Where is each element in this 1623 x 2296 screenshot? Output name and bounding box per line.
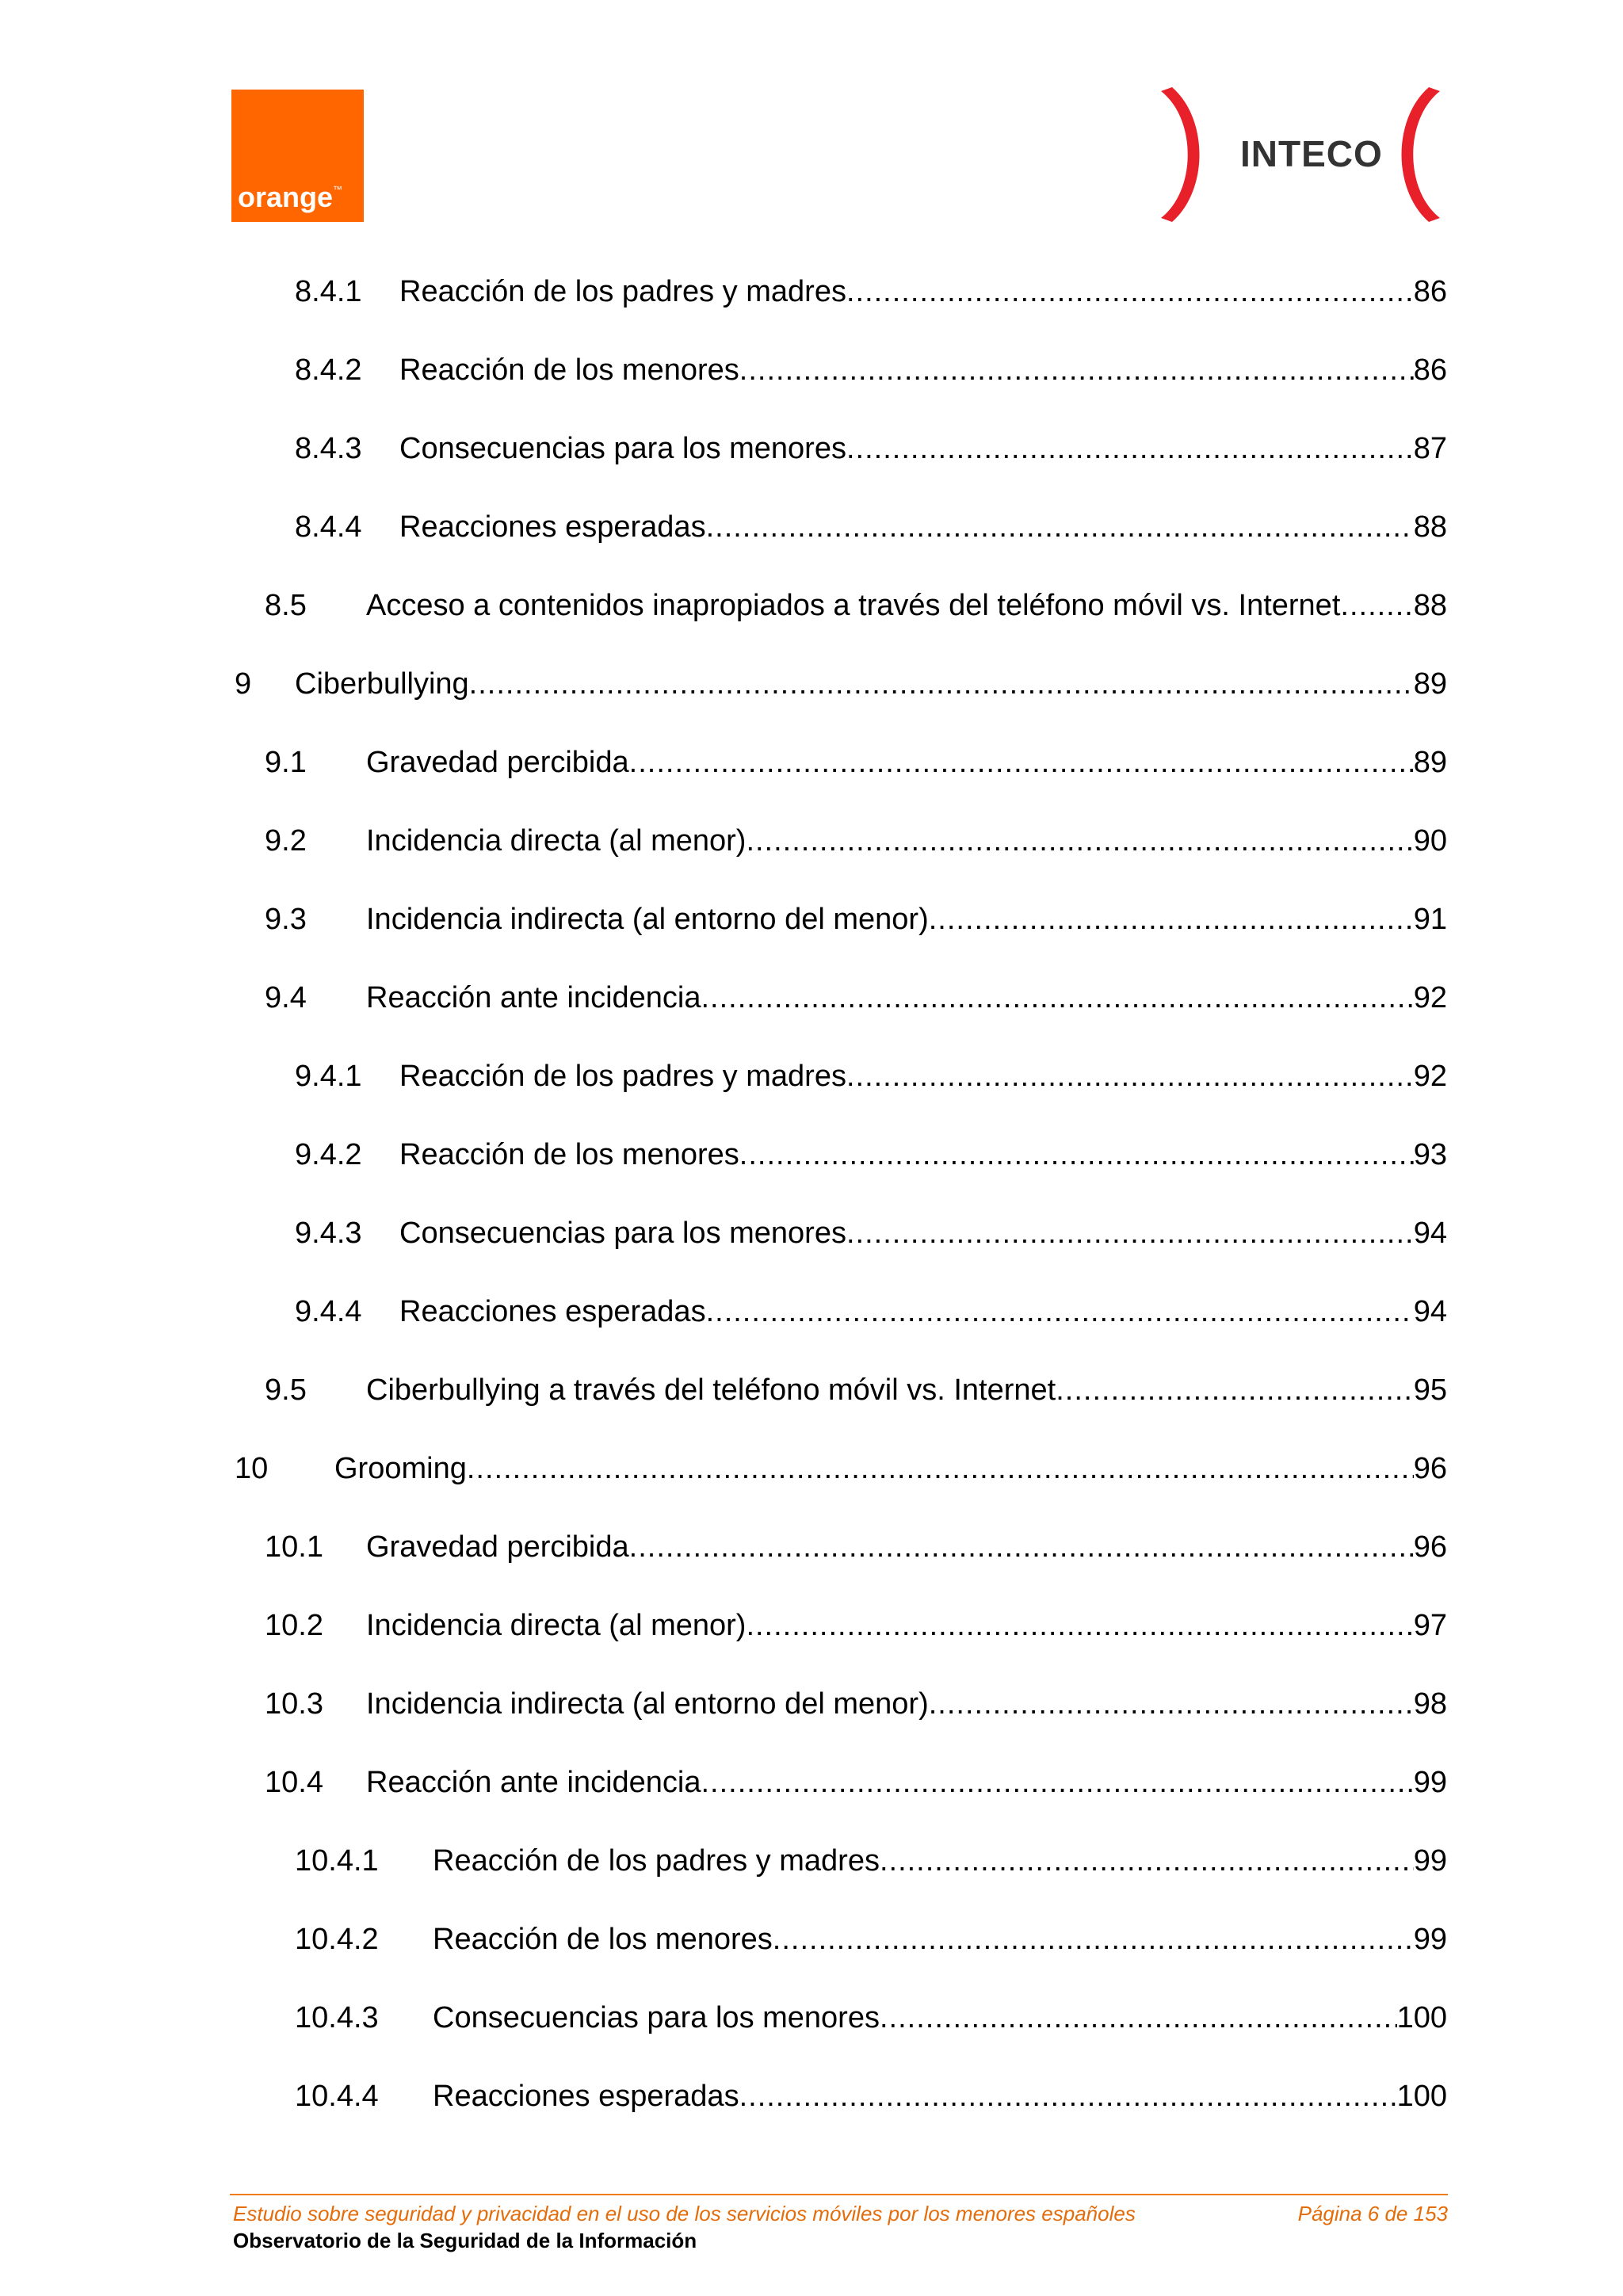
toc-entry-title: Reacción ante incidencia [366,981,701,1014]
toc-entry-number: 9.4.4 [295,1295,362,1328]
toc-entry[interactable] [295,272,1447,311]
toc-entry-title: Reacción de los menores [399,353,739,387]
toc-entry-number: 9.4.1 [295,1060,362,1093]
toc-entry-number: 9.1 [265,746,307,779]
toc-entry-number: 8.4.2 [295,353,362,387]
toc-entry-number: 8.4.4 [295,510,362,544]
toc-entry-number: 9 [235,667,252,701]
toc-entry-number: 10.4.4 [295,2080,379,2113]
toc-entry-title: Incidencia directa (al menor) [366,1609,747,1642]
inteco-logo [1153,87,1446,222]
toc-entry-leader [739,2076,1397,2116]
inteco-logo-text: INTECO [1240,133,1383,174]
inteco-right-bracket-icon [1402,87,1441,222]
toc-entry-leader [929,1684,1414,1724]
toc-entry[interactable] [295,1135,1447,1175]
toc-entry[interactable] [295,1213,1447,1253]
toc-entry[interactable] [265,978,1447,1018]
inteco-left-bracket-icon [1161,87,1200,222]
toc-entry-number: 10.4 [265,1766,323,1799]
toc-entry[interactable] [265,743,1447,782]
toc-entry-leader [773,1920,1414,1959]
toc-entry-leader [469,664,1414,704]
toc-entry-title: Reacción de los menores [399,1138,739,1171]
toc-entry[interactable] [295,429,1447,468]
toc-entry-page: 93 [1413,1138,1447,1171]
toc-entry-page: 99 [1413,1844,1447,1878]
toc-entry[interactable] [235,664,1447,704]
toc-entry-leader [846,429,1414,468]
toc-entry-title: Reacción de los padres y madres [399,1060,846,1093]
toc-entry-title: Reacción de los padres y madres [433,1844,880,1878]
toc-entry[interactable] [295,507,1447,547]
toc-entry-leader [739,1135,1414,1175]
toc-entry[interactable] [295,1056,1447,1096]
toc-entry-title: Consecuencias para los menores [399,432,846,465]
toc-entry[interactable] [295,2076,1447,2116]
toc-entry-number: 9.4.3 [295,1217,362,1250]
toc-entry-page: 99 [1413,1766,1447,1799]
toc-entry-title: Reacciones esperadas [399,510,706,544]
toc-entry[interactable] [265,1527,1447,1567]
toc-entry-page: 100 [1396,2080,1447,2113]
toc-entry[interactable] [265,1370,1447,1410]
toc-entry-page: 92 [1413,981,1447,1014]
toc-entry-number: 9.3 [265,903,307,936]
toc-entry-title: Ciberbullying [295,667,469,701]
toc-entry-page: 97 [1413,1609,1447,1642]
toc-entry-title: Reacción de los menores [433,1923,773,1956]
toc-entry-title: Consecuencias para los menores [399,1217,846,1250]
toc-entry-number: 9.4 [265,981,307,1014]
toc-entry-leader [1056,1370,1414,1410]
toc-entry-leader [706,507,1414,547]
toc-entry-leader [746,821,1413,861]
toc-entry-page: 92 [1413,1060,1447,1093]
toc-entry-number: 8.4.1 [295,275,362,308]
toc-entry-leader [467,1449,1414,1488]
toc-entry[interactable] [235,1449,1447,1488]
toc-entry[interactable] [295,1920,1447,1959]
toc-entry-title: Consecuencias para los menores [433,2001,880,2034]
toc-entry-leader [746,1606,1413,1645]
toc-entry-number: 10.2 [265,1609,323,1642]
toc-entry-title: Gravedad percibida [366,746,629,779]
toc-entry-number: 9.4.2 [295,1138,362,1171]
orange-logo-text: orange™ [238,181,343,213]
toc-entry-title: Incidencia indirecta (al entorno del menor) [366,1687,929,1721]
toc-entry[interactable] [265,1606,1447,1645]
toc-entry-leader [629,1527,1414,1567]
toc-entry-number: 10.1 [265,1530,323,1564]
toc-entry-leader [846,1056,1414,1096]
toc-entry-leader [739,350,1414,390]
toc-entry[interactable] [265,1684,1447,1724]
toc-entry-title: Ciberbullying a través del teléfono móvil vs. Internet [366,1373,1056,1407]
toc-entry[interactable] [295,350,1447,390]
toc-entry-page: 86 [1413,275,1447,308]
toc-entry-number: 10.4.3 [295,2001,379,2034]
toc-entry-page: 94 [1413,1295,1447,1328]
toc-entry-number: 10.4.2 [295,1923,379,1956]
toc-entry-page: 96 [1413,1452,1447,1485]
toc-entry-page: 90 [1413,824,1447,858]
toc-entry[interactable] [295,1841,1447,1881]
toc-entry-page: 99 [1413,1923,1447,1956]
toc-entry-title: Incidencia directa (al menor) [366,824,747,858]
toc-entry-page: 87 [1413,432,1447,465]
toc-entry[interactable] [265,821,1447,861]
toc-entry-number: 9.5 [265,1373,307,1407]
toc-entry-leader [701,1763,1414,1802]
toc-entry-page: 98 [1413,1687,1447,1721]
footer-observatory: Observatorio de la Seguridad de la Información [233,2229,697,2252]
toc-entry-title: Reacciones esperadas [433,2080,739,2113]
toc-entry-page: 96 [1413,1530,1447,1564]
toc-entry-leader [846,1213,1414,1253]
toc-entry-leader [929,900,1414,939]
toc-entry-page: 89 [1413,746,1447,779]
toc-entry-title: Reacción ante incidencia [366,1766,701,1799]
toc-entry-leader [706,1292,1414,1331]
toc-entry-page: 88 [1413,510,1447,544]
toc-entry-page: 95 [1413,1373,1447,1407]
toc-entry-title: Gravedad percibida [366,1530,629,1564]
toc-entry-title: Reacción de los padres y madres [399,275,846,308]
toc-entry-number: 9.2 [265,824,307,858]
toc-entry-leader [1340,586,1413,625]
toc-entry-page: 88 [1413,589,1447,622]
toc-entry[interactable] [265,900,1447,939]
toc-entry-leader [846,272,1414,311]
toc-entry-page: 91 [1413,903,1447,936]
toc-entry[interactable] [295,1998,1447,2038]
toc-entry-leader [701,978,1414,1018]
orange-logo [231,90,364,222]
footer-study-title: Estudio sobre seguridad y privacidad en el uso de los servicios móviles por los menores españoles [233,2202,1136,2225]
toc-entry-leader [629,743,1414,782]
toc-entry-title: Reacciones esperadas [399,1295,706,1328]
toc-entry-title: Acceso a contenidos inapropiados a través del teléfono móvil vs. Internet [366,589,1341,622]
toc-entry-number: 8.5 [265,589,307,622]
toc-entry-page: 100 [1396,2001,1447,2034]
toc-entry-leader [880,1998,1397,2038]
toc-entry-page: 94 [1413,1217,1447,1250]
toc-entry-number: 10.3 [265,1687,323,1721]
toc-entry-title: Incidencia indirecta (al entorno del menor) [366,903,929,936]
toc-entry-number: 8.4.3 [295,432,362,465]
toc-entry-title: Grooming [334,1452,467,1485]
footer-divider [230,2194,1448,2195]
toc-entry[interactable] [295,1292,1447,1331]
toc-entry-page: 86 [1413,353,1447,387]
toc-entry-page: 89 [1413,667,1447,701]
footer-page-number: Página 6 de 153 [1297,2202,1448,2225]
toc-entry[interactable] [265,586,1447,625]
toc-entry-number: 10 [235,1452,269,1485]
toc-entry-number: 10.4.1 [295,1844,379,1878]
toc-entry[interactable] [265,1763,1447,1802]
toc-entry-leader [880,1841,1414,1881]
